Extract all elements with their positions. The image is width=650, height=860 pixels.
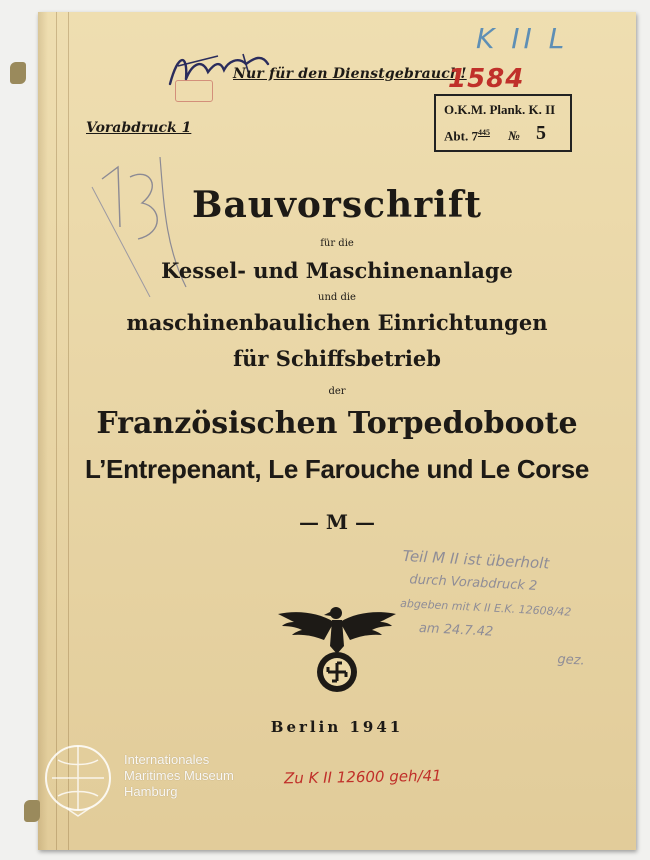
title-line-schiffsbetrieb: für Schiffsbetrieb: [233, 346, 441, 371]
title-boats: Französischen Torpedoboote: [96, 406, 578, 441]
pencil-note-line: abgeben mit K II E.K. 12608/42: [399, 596, 572, 619]
title-connector-und-die: und die: [318, 292, 356, 303]
watermark-line: Internationales: [124, 752, 210, 767]
handwritten-red-number: 1584: [448, 64, 525, 94]
title-line-kessel: Kessel- und Maschinenanlage: [161, 258, 513, 283]
pencil-note-line: Teil M II ist überholt: [402, 546, 550, 573]
pencil-note-line: durch Vorabdruck 2: [409, 572, 538, 594]
stamp-nr-label: №: [508, 128, 520, 143]
museum-watermark: [124, 752, 234, 800]
handwritten-red-reference: Zu K II 12600 geh/41: [283, 766, 442, 788]
restriction-notice: Nur für den Dienstgebrauch!: [233, 66, 467, 82]
watermark-line: Maritimes Museum: [124, 768, 234, 783]
okm-stamp-box: [434, 94, 572, 152]
section-code: — M —: [298, 510, 376, 534]
handwritten-blue-mark: K II L: [476, 22, 569, 55]
eagle-emblem-icon: [276, 600, 398, 696]
stamp-line-okm: O.K.M. Plank. K. II: [444, 102, 556, 117]
pencil-note-line: am 24.7.42: [418, 620, 494, 640]
pencil-note: [397, 544, 639, 676]
faded-red-stamp: [175, 80, 213, 102]
stamp-nr-value: 5: [536, 122, 546, 144]
ship-names: L’Entrepenant, Le Farouche und Le Corse: [84, 454, 590, 484]
binding-string: [10, 62, 26, 84]
stamp-line-abt: Abt. $7^{445}$: [444, 128, 490, 144]
document-cover: [38, 12, 636, 850]
place-year: Berlin 1941: [270, 718, 404, 736]
document-title: Bauvorschrift: [192, 184, 482, 226]
pencil-note-line: gez.: [557, 652, 586, 669]
preprint-label: Vorabdruck 1: [86, 120, 192, 136]
museum-logo-icon: [38, 736, 118, 818]
watermark-line: Hamburg: [124, 784, 178, 799]
title-connector-fuer-die: für die: [320, 238, 354, 249]
title-connector-der: der: [328, 386, 346, 397]
title-line-einrichtungen: maschinenbaulichen Einrichtungen: [126, 310, 548, 335]
